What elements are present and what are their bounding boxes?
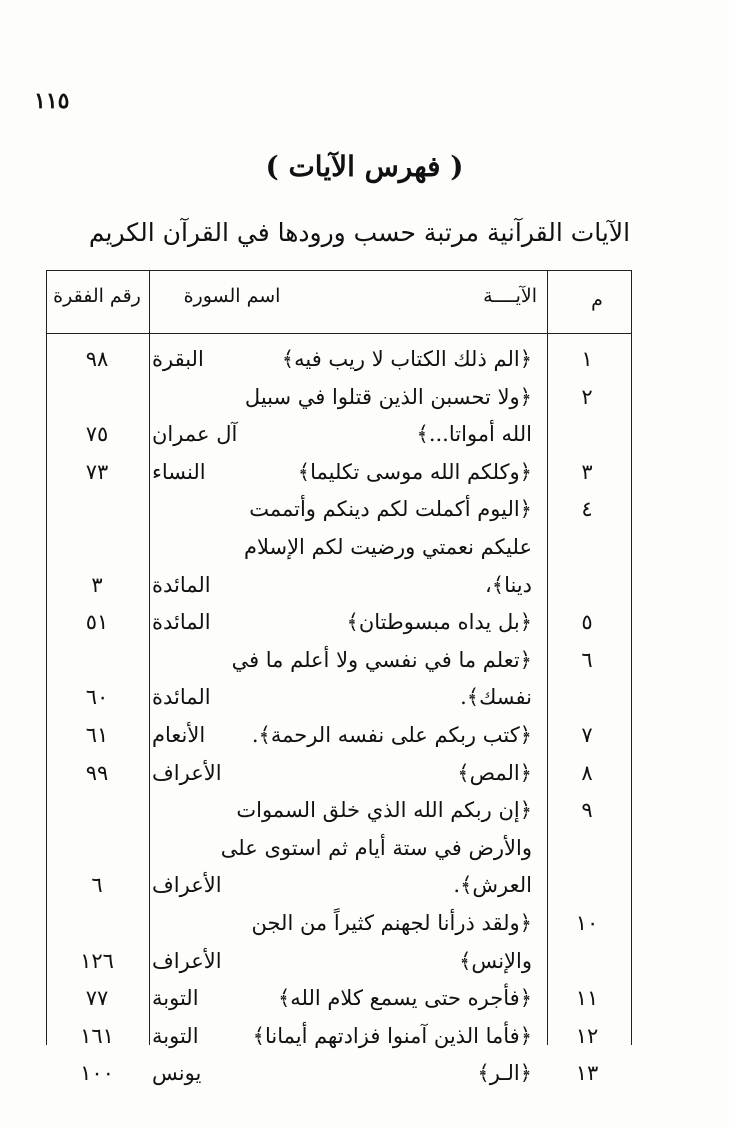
page-title: ( فهرس الآيات ) xyxy=(265,150,464,183)
paragraph-number: ٣ xyxy=(91,572,103,597)
row-number: ٦ xyxy=(581,647,593,672)
paragraph-number: ٧٣ xyxy=(85,459,109,484)
verse-text: ﴿فأجره حتى يسمع كلام الله﴾ xyxy=(277,986,532,1011)
table-row xyxy=(47,798,631,911)
paragraph-number: ١٦١ xyxy=(80,1023,114,1048)
row-number: ٩ xyxy=(581,798,593,823)
paragraph-number: ٦٠ xyxy=(85,685,109,710)
verse-text: ﴿وكلكم الله موسى تكليما﴾ xyxy=(297,459,532,484)
surah-name: الأعراف xyxy=(152,760,222,785)
paragraph-number: ٥١ xyxy=(85,610,109,635)
header-surah: اسم السورة xyxy=(183,285,281,307)
header-divider xyxy=(47,333,631,334)
table-row xyxy=(47,347,631,385)
row-number: ٢ xyxy=(581,384,593,409)
table-row xyxy=(47,610,631,648)
header-paragraph: رقم الفقرة xyxy=(53,285,141,307)
header-verse: الآيــــة xyxy=(483,285,537,307)
paragraph-number: ٧٧ xyxy=(85,986,109,1011)
paragraph-number: ٩٩ xyxy=(85,760,109,785)
table-row xyxy=(47,723,631,761)
verse-text: والإنس﴾ xyxy=(459,948,532,973)
paragraph-number: ٦١ xyxy=(85,723,109,747)
surah-name: المائدة xyxy=(152,610,211,635)
row-number: ٣ xyxy=(581,459,593,484)
table-row xyxy=(47,986,631,1024)
verse-text: ﴿الم ذلك الكتاب لا ريب فيه﴾ xyxy=(281,347,532,371)
verse-text: ﴿بل يداه مبسوطتان﴾ xyxy=(346,610,532,635)
paragraph-number: ١٢٦ xyxy=(80,948,114,973)
row-number: ٧ xyxy=(581,723,593,747)
verse-text: الله أمواتا...﴾ xyxy=(416,422,532,447)
verse-text: نفسك﴾. xyxy=(460,685,532,710)
row-number: ١٠ xyxy=(575,911,599,935)
surah-name: الأنعام xyxy=(152,723,206,747)
table-row xyxy=(47,1061,631,1099)
page-subtitle: الآيات القرآنية مرتبة حسب ورودها في القرآن الكريم xyxy=(88,218,631,247)
table-row xyxy=(47,648,631,723)
row-number: ٨ xyxy=(581,760,593,785)
row-number: ٤ xyxy=(581,497,593,522)
page-number: ١١٥ xyxy=(34,88,70,114)
verse-text: ﴿الـر﴾ xyxy=(477,1061,532,1086)
table-row xyxy=(47,497,631,610)
verse-text: ﴿فأما الذين آمنوا فزادتهم أيمانا﴾ xyxy=(252,1023,532,1048)
row-number: ٥ xyxy=(581,610,593,635)
table-row xyxy=(47,761,631,799)
table-row xyxy=(47,460,631,498)
verse-text: ﴿اليوم أكملت لكم دينكم وأتممت xyxy=(249,497,532,522)
verse-text: ﴿تعلم ما في نفسي ولا أعلم ما في xyxy=(231,647,532,672)
row-number: ١٢ xyxy=(575,1023,599,1048)
paragraph-number: ١٠٠ xyxy=(80,1061,114,1086)
verse-text: ﴿المص﴾ xyxy=(457,760,532,785)
table-row xyxy=(47,1024,631,1062)
verse-text: دينا﴾، xyxy=(484,572,532,597)
verse-text: ﴿إن ربكم الله الذي خلق السموات xyxy=(236,798,532,823)
surah-name: آل عمران xyxy=(152,422,238,447)
verse-text: العرش﴾. xyxy=(453,873,532,898)
verse-text: ﴿كتب ربكم على نفسه الرحمة﴾. xyxy=(251,723,532,747)
verse-text: والأرض في ستة أيام ثم استوى على xyxy=(220,835,532,860)
paragraph-number: ٦ xyxy=(91,873,103,898)
surah-name: التوبة xyxy=(152,1023,199,1048)
table-row xyxy=(47,385,631,460)
header-number: م xyxy=(591,289,603,311)
surah-name: النساء xyxy=(152,459,206,484)
surah-name: المائدة xyxy=(152,572,211,597)
surah-name: التوبة xyxy=(152,986,199,1011)
surah-name: المائدة xyxy=(152,685,211,710)
verse-text: ﴿ولا تحسبن الذين قتلوا في سبيل xyxy=(244,384,532,409)
table-row xyxy=(47,911,631,986)
surah-name: البقرة xyxy=(152,347,204,371)
row-number: ١ xyxy=(581,347,593,371)
row-number: ١١ xyxy=(575,986,599,1011)
verse-text: عليكم نعمتي ورضيت لكم الإسلام xyxy=(243,534,532,559)
row-number: ١٣ xyxy=(575,1061,599,1086)
surah-name: الأعراف xyxy=(152,948,222,973)
verse-text: ﴿ولقد ذرأنا لجهنم كثيراً من الجن xyxy=(251,911,532,935)
verses-table xyxy=(46,270,632,1086)
paragraph-number: ٩٨ xyxy=(85,347,109,371)
paragraph-number: ٧٥ xyxy=(85,422,109,447)
surah-name: يونس xyxy=(152,1061,202,1086)
surah-name: الأعراف xyxy=(152,873,222,898)
